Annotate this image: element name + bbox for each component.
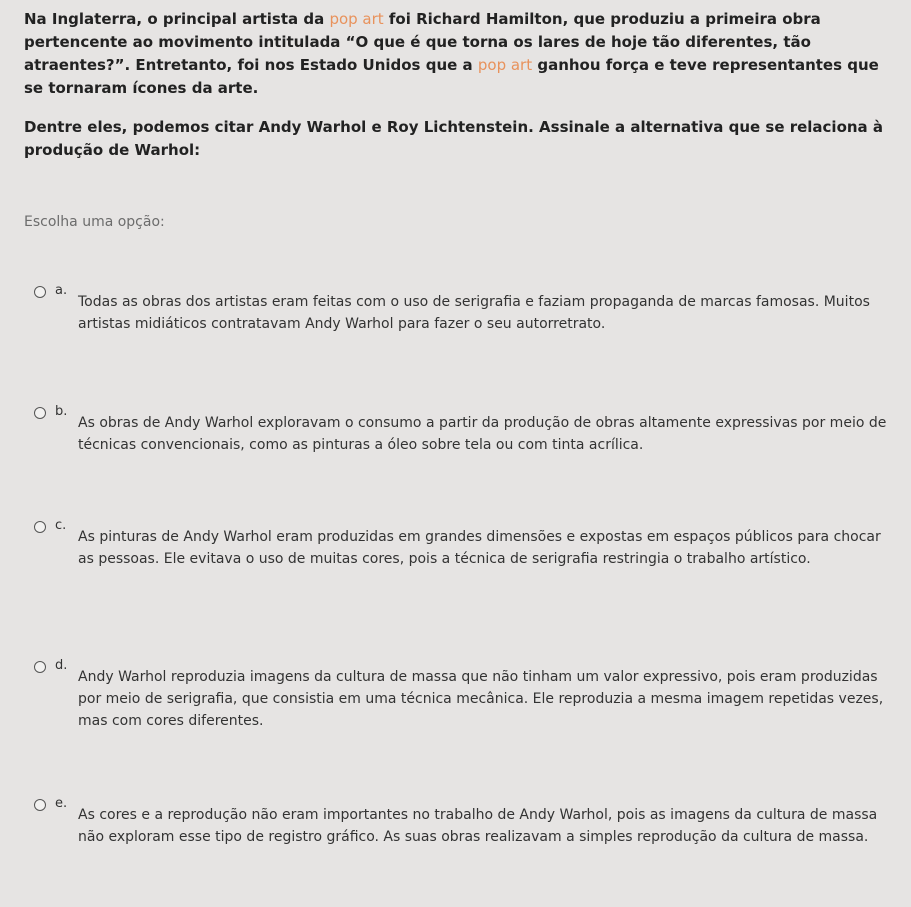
choose-option-prompt: Escolha uma opção: [24,214,165,230]
option-letter: d. [55,658,68,673]
answer-option-a[interactable] [34,283,899,335]
question-paragraph-1 [24,8,897,100]
pop-art-highlight: pop art [329,10,384,28]
option-letter: e. [55,796,68,811]
question-text-part: ganhou força e teve representantes que se tornaram ícones da arte. [24,56,879,97]
radio-button-icon[interactable] [34,407,46,419]
option-letter: b. [55,404,68,419]
radio-button-icon[interactable] [34,661,46,673]
answer-option-b[interactable] [34,404,899,456]
radio-button-icon[interactable] [34,286,46,298]
option-text[interactable]: Todas as obras dos artistas eram feitas com o uso de serigrafia e faziam propaganda de marcas famosas. Muitos artistas midiáticos contratavam Andy Warhol para fazer o seu autorretrato. [78,294,870,332]
question-text-part: foi Richard Hamilton, que produziu a primeira obra pertencente ao movimento intitulada “O que é que torna os lares de hoje tão diferentes, tão atraentes?”. Entretanto, foi nos Estado Unidos que a [24,10,821,74]
pop-art-highlight: pop art [477,56,533,74]
answer-option-c[interactable] [34,518,899,570]
option-letter: c. [55,518,67,533]
radio-button-icon[interactable] [34,799,46,811]
question-text-part: Na Inglaterra, o principal artista da [24,10,330,28]
option-text[interactable]: Andy Warhol reproduzia imagens da cultura de massa que não tinham um valor expressivo, pois eram produzidas por meio de serigrafia, que consistia em uma técnica mecânica. Ele reproduzia a mesma imagem repetidas vezes, mas com cores diferentes. [78,669,884,729]
radio-button-icon[interactable] [34,521,46,533]
question-text [24,8,897,162]
answer-option-d[interactable] [34,658,899,732]
answer-option-e[interactable] [34,796,899,848]
option-text[interactable]: As cores e a reprodução não eram importantes no trabalho de Andy Warhol, pois as imagens da cultura de massa não exploram esse tipo de registro gráfico. As suas obras realizavam a simples reprodução da cultura de massa. [78,807,878,845]
question-paragraph-2: Dentre eles, podemos citar Andy Warhol e Roy Lichtenstein. Assinale a alternativa que se relaciona à produção de Warhol: [24,118,884,159]
option-text[interactable]: As pinturas de Andy Warhol eram produzidas em grandes dimensões e expostas em espaços públicos para chocar as pessoas. Ele evitava o uso de muitas cores, pois a técnica de serigrafia restringia o trabalho artístico. [78,529,881,567]
option-letter: a. [55,283,68,298]
option-text[interactable]: As obras de Andy Warhol exploravam o consumo a partir da produção de obras altamente expressivas por meio de técnicas convencionais, como as pinturas a óleo sobre tela ou com tinta acrílica. [78,415,887,453]
